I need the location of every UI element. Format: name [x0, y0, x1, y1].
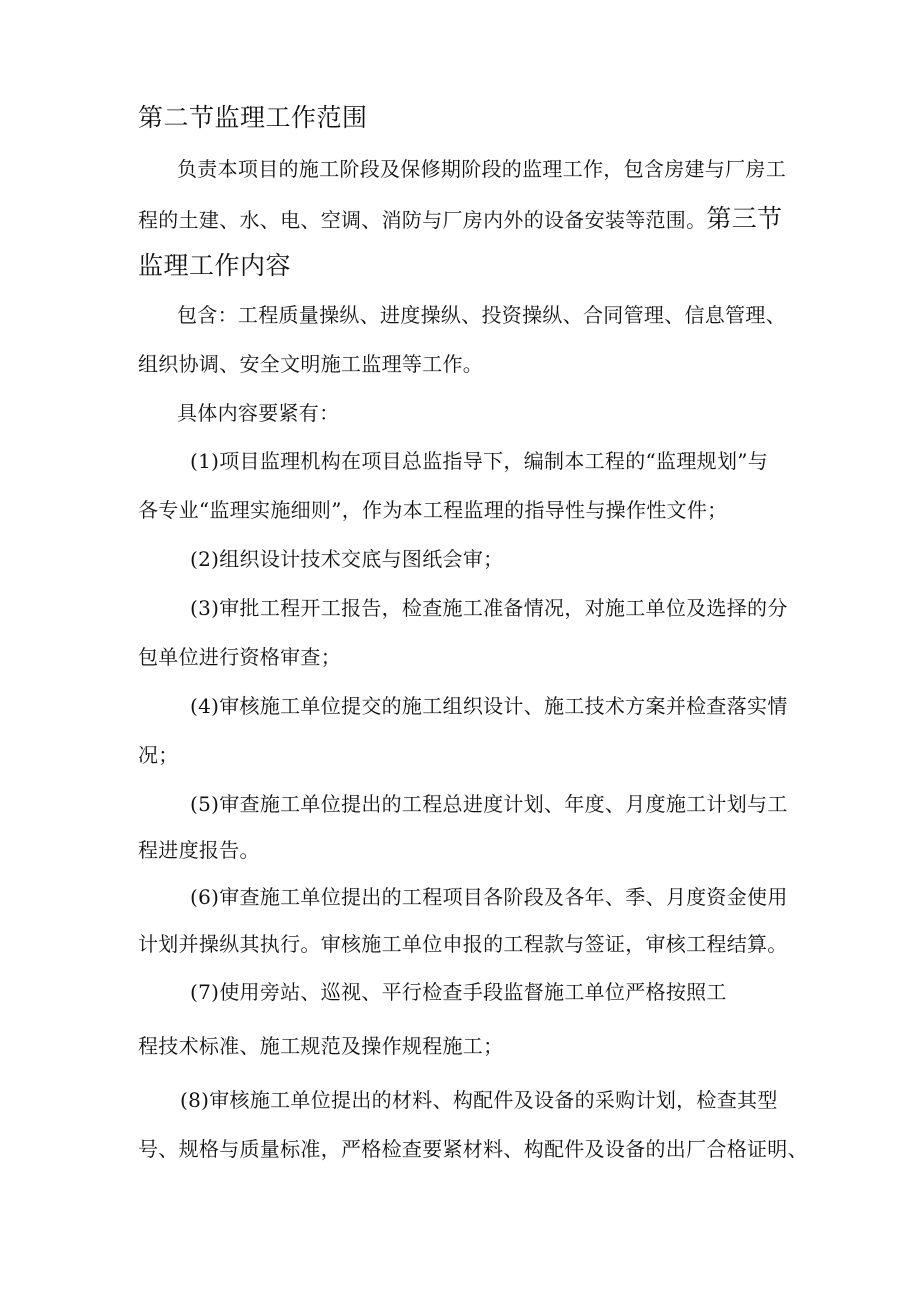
item-4-line-2: 况； [138, 743, 179, 767]
specific-content-intro: 具体内容要紧有： [177, 401, 340, 425]
item-8-line-2: 号、规格与质量标准，严格检查要紧材料、构配件及设备的出厂合格证明、 [138, 1137, 808, 1161]
item-3-line-2: 包单位进行资格审查； [138, 645, 341, 669]
item-6-line-2: 计划并操纵其执行。审核施工单位申报的工程款与签证，审核工程结算。 [138, 932, 788, 956]
content-paragraph-line-2: 组织协调、安全文明施工监理等工作。 [138, 352, 484, 376]
section-3-heading-part-2: 监理工作内容 [138, 251, 292, 280]
item-5-line-1: (5)审查施工单位提出的工程总进度计划、年度、月度施工计划与工 [190, 792, 788, 816]
content-paragraph-line-1: 包含：工程质量操纵、进度操纵、投资操纵、合同管理、信息管理、 [177, 303, 786, 327]
item-6-line-1: (6)审查施工单位提出的工程项目各阶段及各年、季、月度资金使用 [190, 885, 788, 909]
item-7-line-2: 程技术标准、施工规范及操作规程施工； [138, 1034, 504, 1058]
section-3-heading-part-1: 第三节 [706, 204, 783, 233]
scope-paragraph-line-1: 负责本项目的施工阶段及保修期阶段的监理工作，包含房建与厂房工 [177, 157, 786, 181]
item-7-line-1: (7)使用旁站、巡视、平行检查手段监督施工单位严格按照工 [190, 980, 727, 1004]
scope-paragraph-text: 程的土建、水、电、空调、消防与厂房内外的设备安装等范围。 [138, 208, 707, 232]
item-2-line-1: (2)组织设计技术交底与图纸会审； [190, 547, 504, 571]
section-2-heading: 第二节监理工作范围 [138, 103, 368, 132]
item-1-line-1: (1)项目监理机构在项目总监指导下，编制本工程的“监理规划”与 [190, 449, 769, 473]
item-5-line-2: 程进度报告。 [138, 838, 260, 862]
item-3-line-1: (3)审批工程开工报告，检查施工准备情况，对施工单位及选择的分 [190, 596, 788, 620]
item-4-line-1: (4)审核施工单位提交的施工组织设计、施工技术方案并检查落实情 [190, 694, 788, 718]
item-8-line-1: (8)审核施工单位提出的材料、构配件及设备的采购计划，检查其型 [180, 1088, 778, 1112]
scope-paragraph-line-2 [138, 204, 783, 233]
item-1-line-2: 各专业“监理实施细则”，作为本工程监理的指导性与操作性文件； [138, 498, 728, 522]
